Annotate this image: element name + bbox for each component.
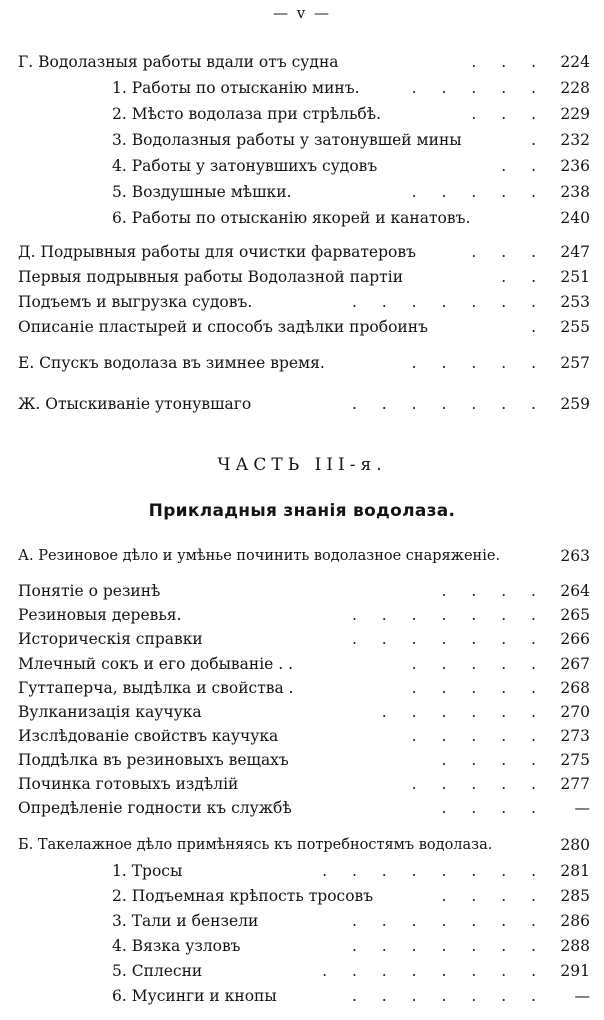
toc-title: Понятіе о резинѣ (18, 582, 161, 600)
toc-title: Б. Такелажное дѣло примѣняясь къ потребностямъ водолаза. (18, 837, 493, 853)
toc-line (112, 885, 590, 907)
toc-title: Ж. Отыскиваніе утонувшаго (18, 395, 252, 413)
toc-page-number: 273 (560, 727, 590, 745)
toc-page-number: 268 (560, 679, 590, 697)
toc-leader: . . . . . . . (351, 630, 546, 648)
toc-page-number: — (574, 987, 590, 1005)
toc-line (18, 834, 590, 856)
toc-page-number: 229 (560, 105, 590, 123)
toc-line (18, 291, 590, 313)
toc-title: Историческія справки (18, 630, 203, 648)
toc-page-number: 224 (560, 53, 590, 71)
toc-leader: . (531, 318, 546, 336)
toc-line (18, 352, 590, 374)
toc-leader: . . . . (441, 582, 546, 600)
toc-title: Поддѣлка въ резиновыхъ вещахъ (18, 751, 289, 769)
toc-line (112, 129, 590, 151)
toc-title: 5. Воздушные мѣшки. (112, 183, 292, 201)
page-header: — v — (272, 4, 331, 22)
toc-leader: . . . . (441, 887, 546, 905)
toc-leader: . . . . . . . (351, 395, 546, 413)
toc-title: 6. Работы по отысканію якорей и канатовъ. (112, 209, 471, 227)
toc-line (112, 77, 590, 99)
toc-leader: . . . (471, 105, 546, 123)
toc-leader: . . . . . . . (351, 606, 546, 624)
toc-leader: . . . . . (411, 79, 546, 97)
toc-leader: . . . . . (411, 775, 546, 793)
toc-line (112, 155, 590, 177)
toc-page-number: — (574, 799, 590, 817)
toc-leader: . . . . . (411, 727, 546, 745)
toc-line (18, 316, 590, 338)
toc-leader: . . . . . . . (351, 987, 546, 1005)
toc-leader: . . . . . (411, 679, 546, 697)
toc-title: 4. Вязка узловъ (112, 937, 241, 955)
toc-title: А. Резиновое дѣло и умѣнье починить водолазное снаряженіе. (18, 548, 501, 564)
toc-page-number: 267 (560, 655, 590, 673)
toc-line (18, 241, 590, 263)
toc-page-number: 232 (560, 131, 590, 149)
toc-title: Описаніе пластырей и способъ задѣлки пробоинъ (18, 318, 428, 336)
toc-title: Г. Водолазныя работы вдали отъ судна (18, 53, 339, 71)
toc-page-number: 240 (560, 209, 590, 227)
toc-leader: . . . . . (411, 354, 546, 372)
toc-title: Починка готовыхъ издѣлій (18, 775, 239, 793)
toc-leader: . . . . . . . (351, 912, 546, 930)
toc-page-number: 238 (560, 183, 590, 201)
toc-leader: . . . . (441, 751, 546, 769)
toc-line (18, 51, 590, 73)
toc-title: Подъемъ и выгрузка судовъ. (18, 293, 253, 311)
toc-title: 1. Тросы (112, 862, 183, 880)
toc-title: 6. Мусинги и кнопы (112, 987, 277, 1005)
toc-title: 3. Тали и бензели (112, 912, 259, 930)
toc-leader: . . . (471, 243, 546, 261)
toc-leader: . . . (471, 53, 546, 71)
toc-page-number: 264 (560, 582, 590, 600)
toc-page-number: 257 (560, 354, 590, 372)
toc-leader: . . . . . . . (351, 293, 546, 311)
toc-line (112, 207, 590, 229)
toc-title: Опредѣленіе годности къ службѣ (18, 799, 292, 817)
toc-title: 5. Сплесни (112, 962, 203, 980)
toc-page-number: 277 (560, 775, 590, 793)
toc-page-number: 253 (560, 293, 590, 311)
toc-line (18, 701, 590, 723)
toc-page-number: 247 (560, 243, 590, 261)
toc-page-number: 285 (560, 887, 590, 905)
toc-line (18, 628, 590, 650)
toc-page-number: 236 (560, 157, 590, 175)
toc-title: 3. Водолазныя работы у затонувшей мины (112, 131, 462, 149)
toc-title: Изслѣдованіе свойствъ каучука (18, 727, 279, 745)
toc-title: Млечный сокъ и его добываніе . . (18, 655, 294, 673)
toc-leader: . . . . (441, 799, 546, 817)
toc-title: Е. Спускъ водолаза въ зимнее время. (18, 354, 325, 372)
toc-page-number: 275 (560, 751, 590, 769)
toc-title: Гуттаперча, выдѣлка и свойства . (18, 679, 294, 697)
toc-line (112, 960, 590, 982)
toc-page-number: 270 (560, 703, 590, 721)
toc-line (18, 773, 590, 795)
toc-line (112, 985, 590, 1007)
toc-line (112, 910, 590, 932)
toc-line (18, 749, 590, 771)
toc-page-number: 265 (560, 606, 590, 624)
toc-line (18, 677, 590, 699)
toc-page-number: 259 (560, 395, 590, 413)
toc-leader: . . . . . . . . (322, 862, 546, 880)
toc-line (18, 393, 590, 415)
toc-leader: . . (501, 268, 546, 286)
toc-title: Первыя подрывныя работы Водолазной партіи (18, 268, 404, 286)
toc-page-number: 228 (560, 79, 590, 97)
toc-title: 1. Работы по отысканію минъ. (112, 79, 360, 97)
toc-page-number: 286 (560, 912, 590, 930)
toc-title: 2. Мѣсто водолаза при стрѣльбѣ. (112, 105, 382, 123)
part-heading: ЧАСТЬ III-я. (217, 455, 387, 475)
toc-line (18, 797, 590, 819)
toc-page-number: 280 (560, 836, 590, 854)
toc-line (112, 860, 590, 882)
toc-title: Д. Подрывныя работы для очистки фарватеровъ (18, 243, 416, 261)
toc-leader: . . . . . . . (351, 937, 546, 955)
toc-title: 2. Подъемная крѣпость тросовъ (112, 887, 374, 905)
toc-leader: . . (501, 157, 546, 175)
toc-title: Резиновыя деревья. (18, 606, 182, 624)
toc-line (18, 653, 590, 675)
toc-page-number: 288 (560, 937, 590, 955)
toc-page-number: 263 (560, 547, 590, 565)
toc-line (112, 181, 590, 203)
toc-title: Вулканизація каучука (18, 703, 202, 721)
toc-line (18, 725, 590, 747)
toc-line (18, 580, 590, 602)
toc-line (18, 545, 590, 567)
toc-line (112, 935, 590, 957)
toc-title: 4. Работы у затонувшихъ судовъ (112, 157, 378, 175)
toc-page-number: 251 (560, 268, 590, 286)
toc-leader: . . . . . . (381, 703, 546, 721)
section-subtitle: Прикладныя знанія водолаза. (148, 501, 456, 521)
toc-leader: . . . . . (411, 183, 546, 201)
toc-page-number: 291 (560, 962, 590, 980)
toc-line (18, 266, 590, 288)
toc-leader: . (531, 131, 546, 149)
toc-leader: . . . . . (411, 655, 546, 673)
toc-page-number: 266 (560, 630, 590, 648)
toc-line (18, 604, 590, 626)
toc-page-number: 281 (560, 862, 590, 880)
toc-leader: . . . . . . . . (322, 962, 546, 980)
toc-page-number: 255 (560, 318, 590, 336)
toc-line (112, 103, 590, 125)
